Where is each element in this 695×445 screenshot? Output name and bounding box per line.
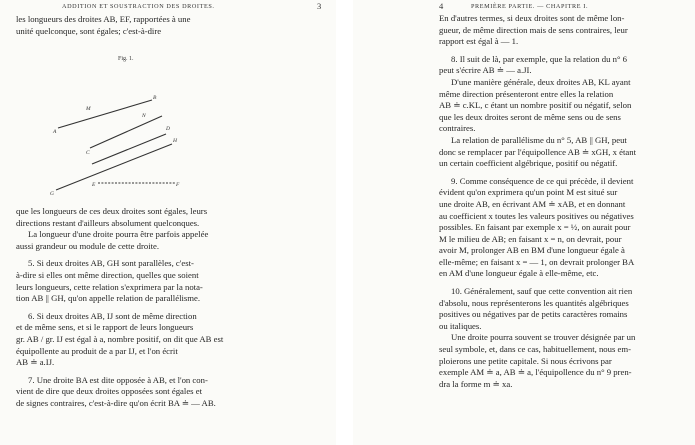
text-line: rapport est égal à — 1. (439, 36, 519, 47)
para-6-line: 6. Si deux droites AB, IJ sont de même direction (28, 310, 197, 321)
para-9-line: M le milieu de AB; en faisant x = n, on devrait, pour (439, 233, 622, 244)
para-5-line: 5. Si deux droites AB, GH sont parallèles, c'est- (28, 258, 194, 269)
para-6-line: équipollente au produit de a par IJ, et l'on écrit (16, 345, 178, 356)
text-line: aussi grandeur ou module de cette droite. (16, 240, 160, 251)
para-8-line: 8. Il suit de là, par exemple, que la relation du n° 6 (451, 53, 627, 64)
para-8-line: que les deux droites seront de même sens ou de sens (439, 111, 621, 122)
para-10-line: seul symbole, et, dans ce cas, habituellement, nous em- (439, 344, 632, 355)
para-8-line: peut s'écrire AB ≐ — a.JI. (439, 65, 532, 76)
segment-ab (58, 100, 152, 128)
figure-1 (40, 62, 310, 202)
para-10-line: d'absolu, nous représenterons les quantités algébriques (439, 297, 629, 308)
para-9-line: possibles. En faisant par exemple x = ½, on aurait pour (439, 222, 631, 233)
page-number-left: 3 (317, 1, 322, 11)
text-line: que les longueurs de ces deux droites sont égales, leurs (16, 206, 208, 216)
right-page (353, 0, 695, 445)
body-text-left (16, 206, 327, 410)
para-7-line: de signes contraires, c'est-à-dire qu'on écrit BA ≐ — AB. (16, 397, 216, 408)
running-head-left: ADDITION ET SOUSTRACTION DES DROITES. (62, 3, 215, 10)
text-line: directions restant d'ailleurs absolument quelconques. (16, 217, 200, 228)
para-9-line: une droite AB, en écrivant AM ≐ xAB, et en donnant (439, 198, 626, 209)
para-9-line: en AM d'une longueur égale à elle-même, etc. (439, 268, 599, 279)
para-10-line: 10. Généralement, sauf que cette convention ait rien (451, 286, 633, 297)
para-9-line: avoir M, prolonger AB en BM d'une longueur égale à (439, 245, 625, 256)
para-10-line: exemple AM ≐ a, AB ≐ a, l'équipollence du n° 9 pren- (439, 367, 632, 378)
para-8-line: même direction présenteront entre elles la relation (439, 88, 614, 99)
para-8-line: contraires. (439, 123, 476, 134)
para-6-line: AB ≐ a.IJ. (16, 357, 55, 368)
point-label: G (50, 191, 54, 197)
text-line: unité quelconque, sont égales; c'est-à-dire (16, 25, 162, 36)
para-10-line: ploierons une petite capitale. Si nous écrivons par (439, 355, 612, 366)
point-label: N (142, 113, 146, 119)
text-line: La longueur d'une droite pourra être parfois appelée (28, 229, 209, 240)
para-6-line: et de même sens, et si le rapport de leurs longueurs (16, 322, 194, 333)
para-8-line: D'une manière générale, deux droites AB, KL ayant (451, 76, 631, 87)
para-8-line: AB ≐ c.KL, c étant un nombre positif ou négatif, selon (439, 100, 632, 111)
page-number-right: 4 (439, 1, 444, 11)
left-page (0, 0, 336, 445)
para-8-line: un certain coefficient algébrique, positif ou négatif. (439, 158, 618, 169)
text-line: les longueurs des droites AB, EF, rapportées à une (16, 14, 191, 24)
para-7-line: vient de dire que deux droites opposées sont égales et (16, 386, 203, 397)
segment-mn (90, 116, 162, 148)
para-6-line: gr. AB / gr. IJ est égal à a, nombre positif, on dit que AB est (16, 333, 224, 344)
para-8-line: La relation de parallélisme du n° 5, AB || GH, peut (451, 134, 627, 145)
point-label: F (176, 182, 180, 188)
intro-text (16, 14, 327, 37)
text-line: gueur, de même direction mais de sens contraires, leur (439, 24, 628, 35)
point-label: D (166, 126, 170, 132)
para-8-line: donc se remplacer par l'équipollence AB ≐ xGH, x étant (439, 146, 637, 157)
running-head-right: PREMIÈRE PARTIE. — CHAPITRE I. (471, 3, 589, 10)
page-gutter (336, 0, 353, 445)
segment-cd (92, 134, 166, 164)
para-9-line: 9. Comme conséquence de ce qui précède, il devient (451, 175, 634, 186)
figure-label: Fig. 1. (118, 56, 134, 62)
body-text-right (439, 13, 687, 390)
para-10-line: ou italiques. (439, 320, 482, 331)
point-label: E (92, 182, 96, 188)
point-label: M (86, 106, 91, 112)
text-line: En d'autres termes, si deux droites sont de même lon- (439, 13, 625, 23)
point-label: C (86, 150, 90, 156)
para-5-line: tion AB || GH, qu'on appelle relation de parallélisme. (16, 293, 201, 304)
para-9-line: au coefficient x toutes les valeurs positives ou négatives (439, 210, 634, 221)
point-label: B (153, 95, 157, 101)
para-9-line: évident qu'on exprimera qu'un point M est situé sur (439, 187, 618, 198)
para-7-line: 7. Une droite BA est dite opposée à AB, et l'on con- (28, 374, 208, 385)
para-9-line: elle-même; en faisant x = — 1, on devrait prolonger BA (439, 256, 635, 267)
segment-gh (56, 144, 172, 190)
para-5-line: à-dire si elles ont même direction, quelles que soient (16, 269, 199, 280)
para-10-line: positives ou négatives par de petits caractères romains (439, 309, 628, 320)
point-label: H (173, 138, 177, 144)
para-5-line: leurs longueurs, cette relation s'exprimera par la nota- (16, 281, 203, 292)
point-label: A (53, 129, 57, 135)
para-10-line: Une droite pourra souvent se trouver désignée par un (451, 332, 636, 343)
para-10-line: dra la forme m ≐ xa. (439, 378, 513, 389)
